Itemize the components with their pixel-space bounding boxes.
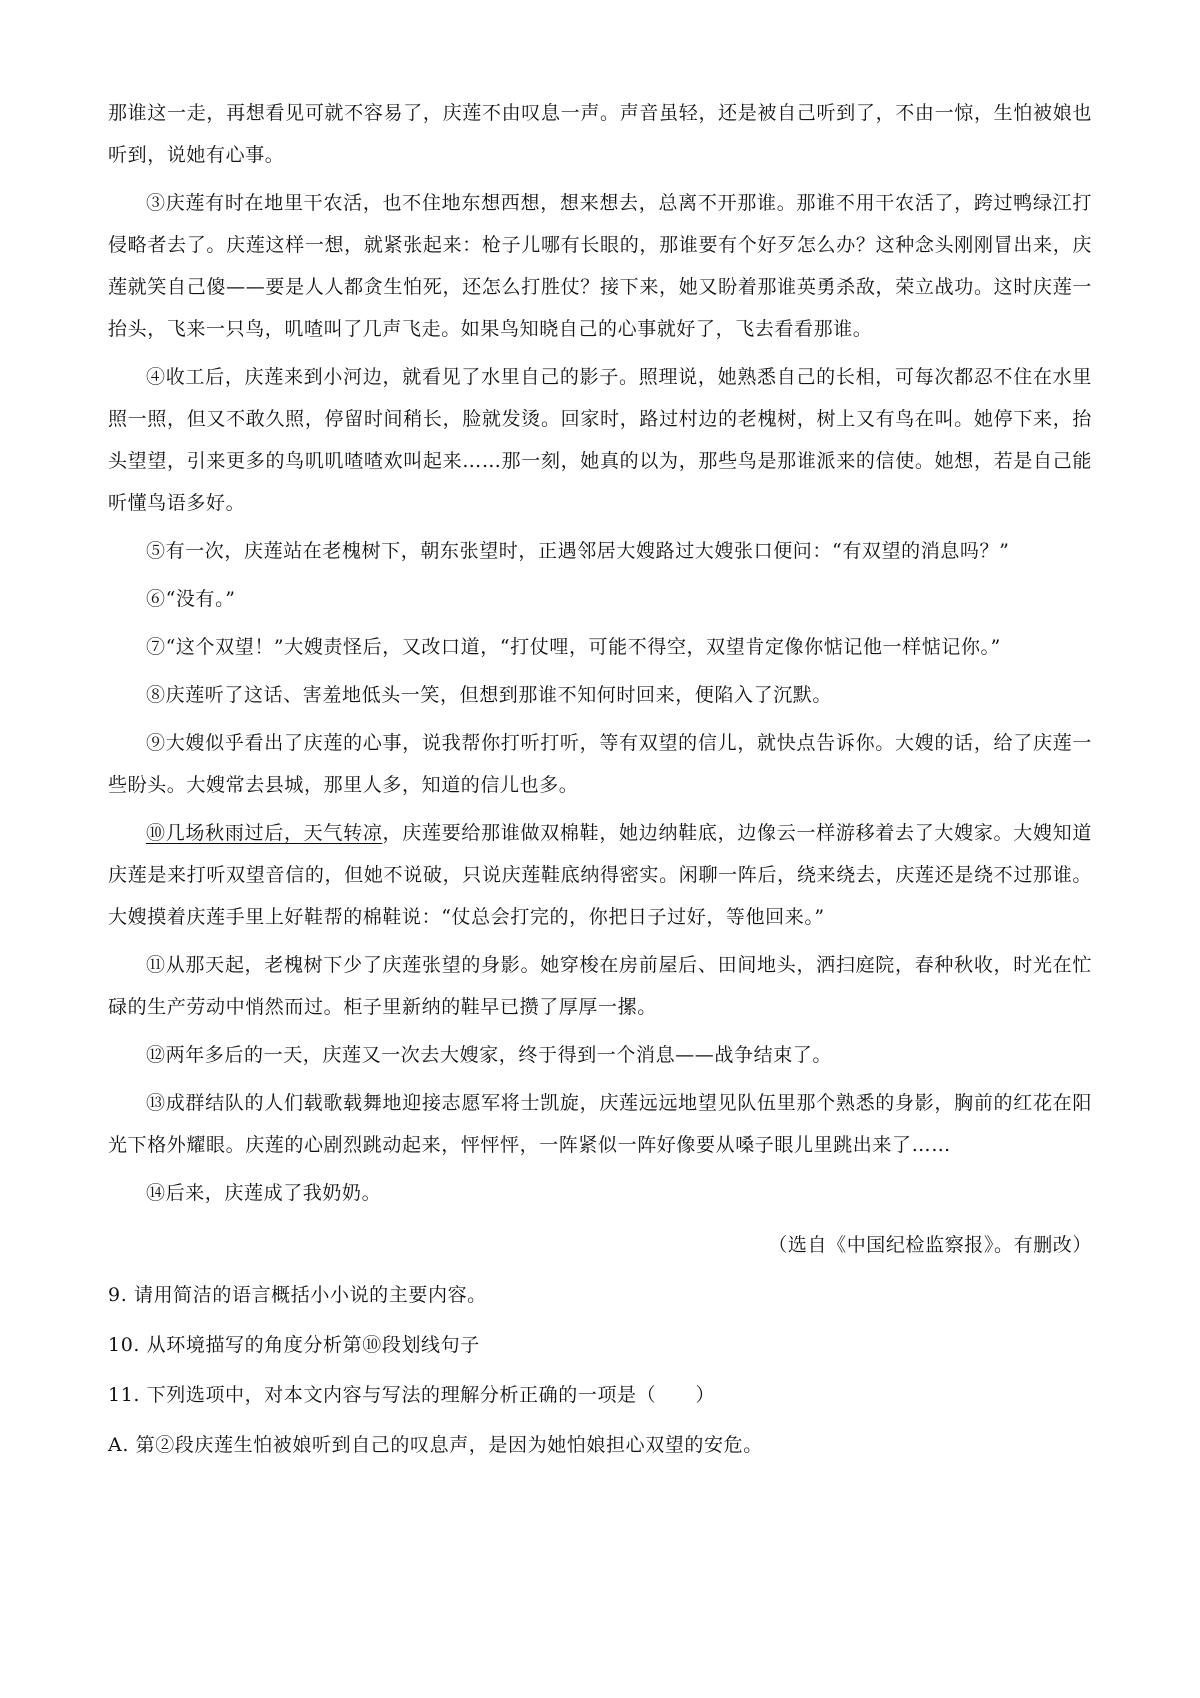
paragraph-9: ⑨大嫂似乎看出了庆莲的心事，说我帮你打听打听，等有双望的信儿，就快点告诉你。大嫂的话，给了庆莲一些盼头。大嫂常去县城，那里人多，知道的信儿也多。 bbox=[108, 732, 1092, 796]
paragraph-3: ③庆莲有时在地里干农活，也不住地东想西想，想来想去，总离不开那谁。那谁不用干农活了，跨过鸭绿江打侵略者去了。庆莲这样一想，就紧张起来：枪子儿哪有长眼的，那谁要有个好歹怎么办？这种念头刚刚冒出来，庆莲就笑自己傻——要是人人都贪生怕死，还怎么打胜仗？接下来，她又盼着那谁英勇杀敌，荣立战功。这时庆莲一抬头，飞来一只鸟，叽喳叫了几声飞走。如果鸟知晓自己的心事就好了，飞去看看那谁。 bbox=[108, 192, 1092, 340]
paragraph-10 bbox=[108, 812, 1092, 938]
option-a: A. 第②段庆莲生怕被娘听到自己的叹息声，是因为她怕娘担心双望的安危。 bbox=[108, 1434, 763, 1456]
paragraph-6: ⑥“没有。” bbox=[146, 588, 236, 610]
paragraph-11: ⑪从那天起，老槐树下少了庆莲张望的身影。她穿梭在房前屋后、田间地头，洒扫庭院，春种秋收，时光在忙碌的生产劳动中悄然而过。柜子里新纳的鞋早已攒了厚厚一摞。 bbox=[108, 954, 1092, 1018]
question-9: 9. 请用简洁的语言概括小小说的主要内容。 bbox=[108, 1284, 487, 1306]
paragraph-2-continued: 那谁这一走，再想看见可就不容易了，庆莲不由叹息一声。声音虽轻，还是被自己听到了，不由一惊，生怕被娘也听到，说她有心事。 bbox=[108, 102, 1092, 166]
question-10: 10. 从环境描写的角度分析第⑩段划线句子 bbox=[108, 1334, 480, 1356]
paragraph-8: ⑧庆莲听了这话、害羞地低头一笑，但想到那谁不知何时回来，便陷入了沉默。 bbox=[146, 684, 833, 706]
paragraph-7: ⑦“这个双望！”大嫂责怪后，又改口道，“打仗哩，可能不得空，双望肯定像你惦记他一样惦记你。” bbox=[146, 636, 1001, 658]
underlined-sentence: ⑩几场秋雨过后，天气转凉 bbox=[146, 822, 383, 844]
paragraph-10-rest: ，庆莲要给那谁做双棉鞋，她边纳鞋底，边像云一样游移着去了大嫂家。大嫂知道庆莲是来打听双望音信的，但她不说破，只说庆莲鞋底纳得密实。闲聊一阵后，绕来绕去，庆莲还是绕不过那谁。大嫂摸着庆莲手里上好鞋帮的棉鞋说：“仗总会打完的，你把日子过好，等他回来。” bbox=[108, 822, 1092, 928]
paragraph-12: ⑫两年多后的一天，庆莲又一次去大嫂家，终于得到一个消息——战争结束了。 bbox=[146, 1044, 833, 1066]
paragraph-13: ⑬成群结队的人们载歌载舞地迎接志愿军将士凯旋，庆莲远远地望见队伍里那个熟悉的身影，胸前的红花在阳光下格外耀眼。庆莲的心剧烈跳动起来，怦怦怦，一阵紧似一阵好像要从嗓子眼儿里跳出来了…… bbox=[108, 1092, 1092, 1156]
document-page bbox=[108, 92, 1092, 1466]
paragraph-5: ⑤有一次，庆莲站在老槐树下，朝东张望时，正遇邻居大嫂路过大嫂张口便问：“有双望的消息吗？” bbox=[146, 540, 1010, 562]
paragraph-14: ⑭后来，庆莲成了我奶奶。 bbox=[146, 1182, 382, 1204]
source-citation: （选自《中国纪检监察报》。有删改） bbox=[768, 1234, 1092, 1256]
paragraph-4: ④收工后，庆莲来到小河边，就看见了水里自己的影子。照理说，她熟悉自己的长相，可每次都忍不住在水里照一照，但又不敢久照，停留时间稍长，脸就发烫。回家时，路过村边的老槐树，树上又有鸟在叫。她停下来，抬头望望，引来更多的鸟叽叽喳喳欢叫起来……那一刻，她真的以为，那些鸟是那谁派来的信使。她想，若是自己能听懂鸟语多好。 bbox=[108, 366, 1092, 514]
question-11: 11. 下列选项中，对本文内容与写法的理解分析正确的一项是（ ） bbox=[108, 1384, 716, 1406]
